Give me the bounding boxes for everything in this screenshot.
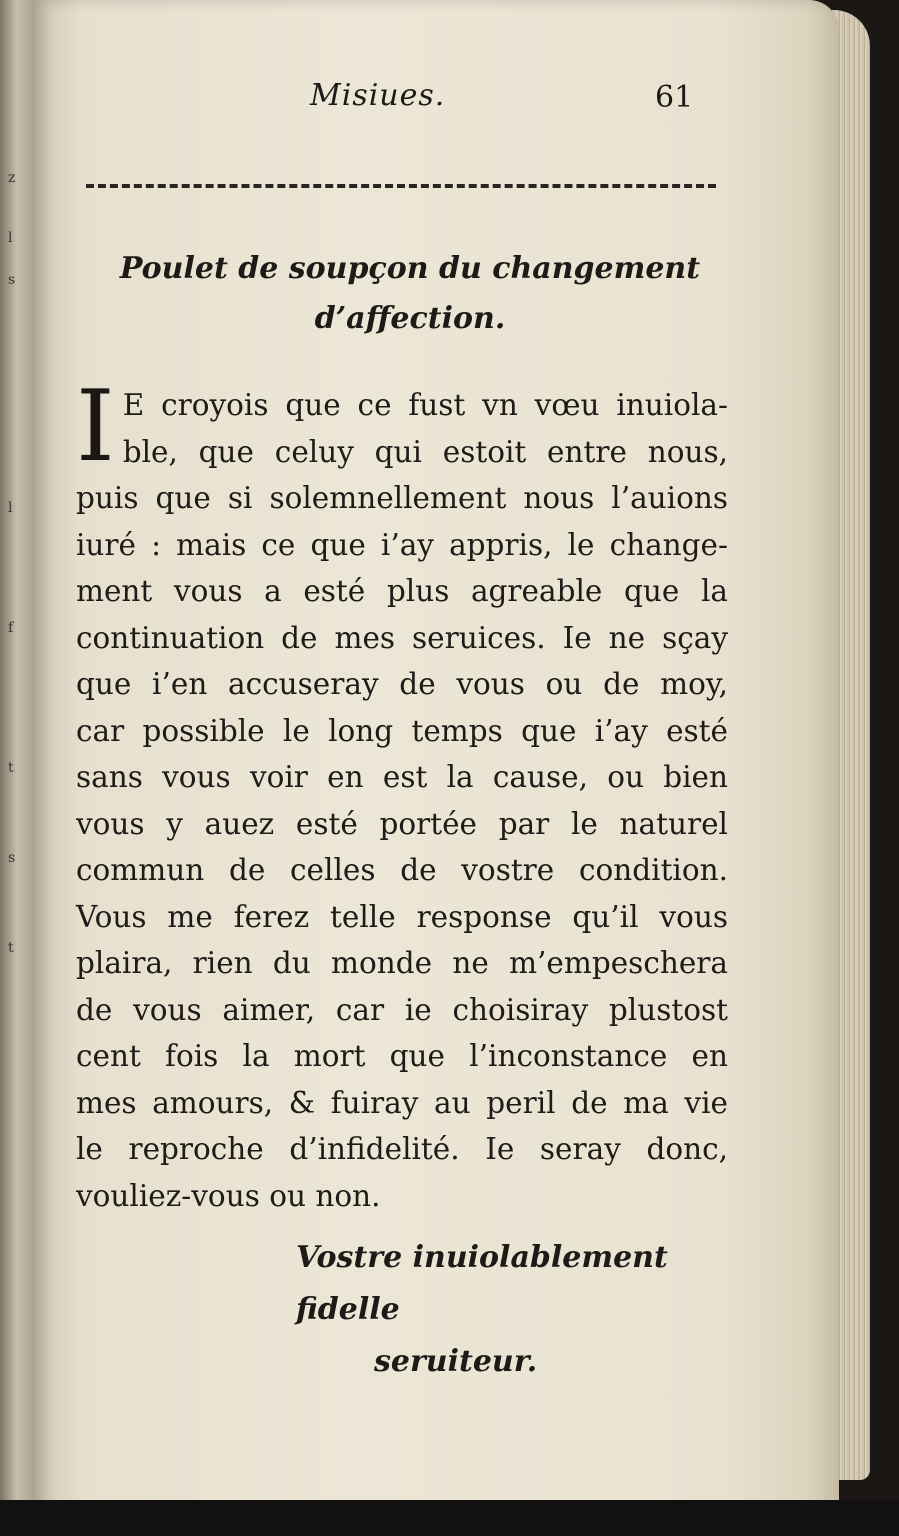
body-line: de vous aimer, car ie choisiray plustost [76,992,728,1027]
body-line: E croyois que ce fust vn vœu inuiola- [122,388,728,422]
running-head: Misiues. [310,78,446,113]
facing-page-edge [0,0,38,1500]
body-line: vouliez-vous ou non. [76,1178,381,1213]
facing-page-fragment: t [8,940,14,956]
body-line: ble, que celuy qui estoit entre nous, [122,434,728,469]
facing-page-fragment: s [8,850,16,866]
facing-page-fragment: z [8,170,16,186]
body-line: Vous me ferez telle response qu’il vous [76,899,728,934]
signature-block [296,1232,726,1388]
background-shadow [0,1500,899,1536]
body-line: car possible le long temps que i’ay esté [76,713,728,748]
drop-cap: I [76,370,115,484]
closing-line: seruiteur. [374,1344,538,1379]
page-number: 61 [655,80,694,115]
letter-body [76,370,728,1219]
body-line: iuré : mais ce que i’ay appris, le change- [76,527,728,562]
body-line: que i’en accuseray de vous ou de moy, [76,667,728,701]
facing-page-fragment: f [8,620,14,636]
letter-title-line: Poulet de soupçon du changement [119,251,701,286]
facing-page-fragment: l [8,230,13,246]
facing-page-fragment: t [8,760,14,776]
header-rule [86,184,716,188]
body-line: mes amours, & fuiray au peril de ma vie [76,1085,728,1120]
body-line: plaira, rien du monde ne m’empeschera [76,946,728,980]
body-line: commun de celles de vostre condition. [76,853,728,887]
body-line: cent fois la mort que l’inconstance en [76,1039,728,1073]
letter-title-line: d’affection. [314,301,506,336]
body-line: puis que si solemnellement nous l’auions [76,481,728,515]
body-line: ment vous a esté plus agreable que la [76,574,728,608]
facing-page-fragment: s [8,272,16,288]
body-line: sans vous voir en est la cause, ou bien [76,760,728,794]
letter-title [100,244,720,344]
body-line: vous y auez esté portée par le naturel [76,806,728,841]
facing-page-fragment: l [8,500,13,516]
closing-line: Vostre inuiolablement fidelle [296,1240,668,1327]
body-line: continuation de mes seruices. Ie ne sçay [76,620,728,655]
body-line: le reproche d’infidelité. Ie seray donc, [76,1132,728,1166]
